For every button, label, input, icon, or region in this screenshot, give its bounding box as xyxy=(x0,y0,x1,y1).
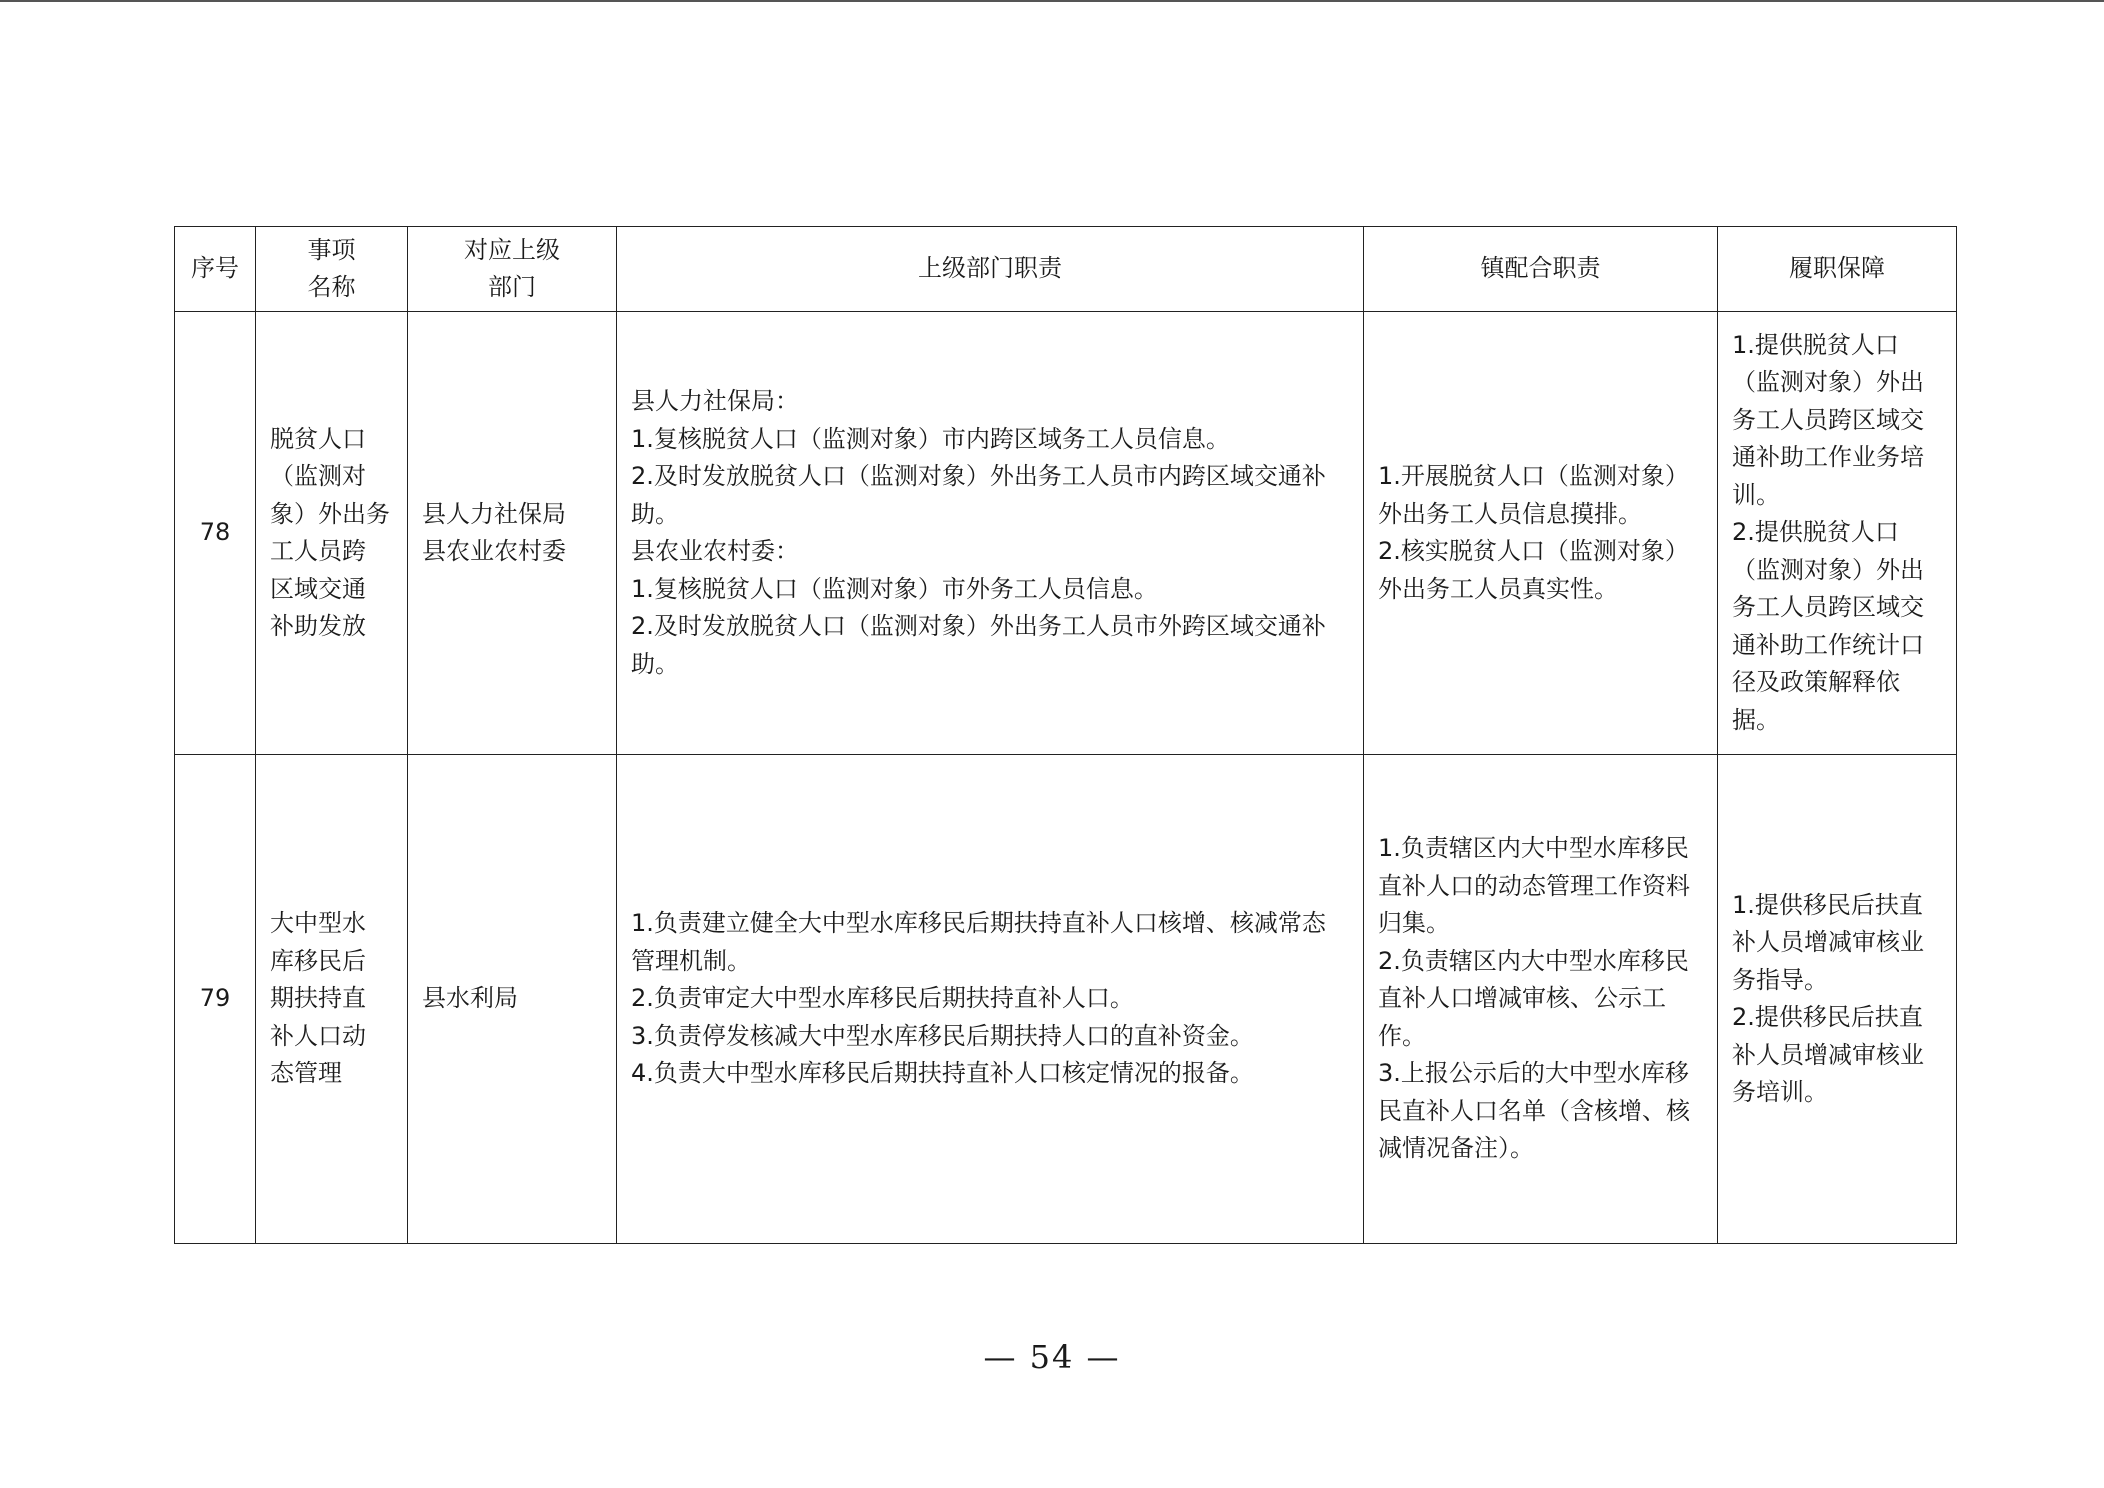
header-item-name: 事项 名称 xyxy=(256,227,408,312)
row-superior-duties: 县人力社保局： 1.复核脱贫人口（监测对象）市内跨区域务工人员信息。 2.及时发放脱贫人口（监测对象）外出务工人员市内跨区域交通补助。 县农业农村委： 1.复核脱贫人口（监测对象）市外务工人员信息。 2.及时发放脱贫人口（监测对象）外出务工人员市外跨区域交通补助。 xyxy=(617,312,1364,755)
header-number: 序号 xyxy=(175,227,256,312)
row-number: 78 xyxy=(175,312,256,755)
page-top-rule xyxy=(0,0,2104,2)
row-town-duties: 1.开展脱贫人口（监测对象）外出务工人员信息摸排。 2.核实脱贫人口（监测对象）外出务工人员真实性。 xyxy=(1364,312,1718,755)
header-superior-duties: 上级部门职责 xyxy=(617,227,1364,312)
row-departments: 县人力社保局 县农业农村委 xyxy=(408,312,617,755)
row-item-name: 脱贫人口 （监测对 象）外出务 工人员跨 区域交通 补助发放 xyxy=(256,312,408,755)
row-guarantee: 1.提供移民后扶直补人员增减审核业务指导。 2.提供移民后扶直补人员增减审核业务培训。 xyxy=(1718,755,1957,1244)
duties-table xyxy=(174,226,1957,1244)
header-guarantee: 履职保障 xyxy=(1718,227,1957,312)
row-superior-duties: 1.负责建立健全大中型水库移民后期扶持直补人口核增、核减常态管理机制。 2.负责审定大中型水库移民后期扶持直补人口。 3.负责停发核减大中型水库移民后期扶持人口的直补资金。 4.负责大中型水库移民后期扶持直补人口核定情况的报备。 xyxy=(617,755,1364,1244)
table-row xyxy=(175,312,1957,755)
header-departments: 对应上级 部门 xyxy=(408,227,617,312)
row-guarantee: 1.提供脱贫人口（监测对象）外出务工人员跨区域交通补助工作业务培训。 2.提供脱贫人口（监测对象）外出务工人员跨区域交通补助工作统计口径及政策解释依据。 xyxy=(1718,312,1957,755)
page-number: — 54 — xyxy=(983,1338,1121,1376)
table-row xyxy=(175,755,1957,1244)
row-town-duties: 1.负责辖区内大中型水库移民直补人口的动态管理工作资料归集。 2.负责辖区内大中型水库移民直补人口增减审核、公示工作。 3.上报公示后的大中型水库移民直补人口名单（含核增、核减情况备注）。 xyxy=(1364,755,1718,1244)
header-town-duties: 镇配合职责 xyxy=(1364,227,1718,312)
row-number: 79 xyxy=(175,755,256,1244)
table-header-row xyxy=(175,227,1957,312)
row-item-name: 大中型水 库移民后 期扶持直 补人口动 态管理 xyxy=(256,755,408,1244)
row-departments: 县水利局 xyxy=(408,755,617,1244)
